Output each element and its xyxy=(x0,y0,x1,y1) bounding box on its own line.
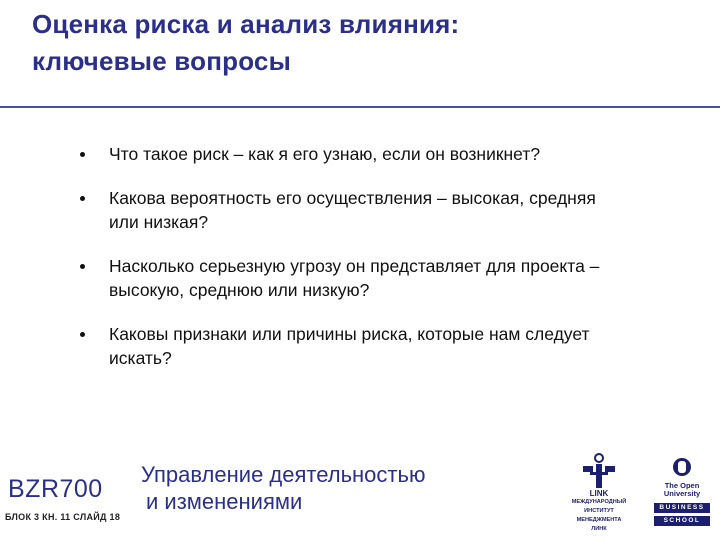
link-institute-text xyxy=(566,498,632,534)
bullet-dot-icon xyxy=(80,152,85,157)
link-line-3: МЕНЕДЖМЕНТА xyxy=(576,517,622,523)
bullet-dot-icon xyxy=(80,264,85,269)
course-code: BZR700 xyxy=(8,475,103,503)
bullet-item xyxy=(76,186,696,234)
bullet-text-line-1: Насколько серьезную угрозу он представляет для проекта – xyxy=(109,256,600,276)
link-line-1: МЕЖДУНАРОДНЫЙ xyxy=(571,499,627,505)
bullet-text-line-2: высокую, среднюю или низкую? xyxy=(109,280,370,300)
course-title-line-2: и изменениями xyxy=(146,489,303,514)
bullet-text-line-1: Какова вероятность его осуществления – высокая, средняя xyxy=(109,188,596,208)
bullet-text-line-2: или низкая? xyxy=(109,212,209,232)
bullet-text-line-2: искать? xyxy=(109,348,172,368)
link-line-4: ЛИНК xyxy=(591,526,607,532)
school-label: SCHOOL xyxy=(654,516,710,526)
business-label: BUSINESS xyxy=(654,503,710,513)
bullet-item xyxy=(76,142,696,166)
title-line-1: Оценка риска и анализ влияния: xyxy=(32,9,460,39)
title-line-2: ключевые вопросы xyxy=(32,46,291,76)
bullet-item xyxy=(76,254,696,302)
bullet-text-line-1: Что такое риск – как я его узнаю, если он возникнет? xyxy=(109,144,541,164)
bullet-list xyxy=(76,142,696,390)
slide-title xyxy=(32,6,692,80)
bullet-dot-icon xyxy=(80,196,85,201)
title-divider xyxy=(0,106,720,108)
ou-line-2: University xyxy=(663,489,701,498)
bullet-dot-icon xyxy=(80,332,85,337)
link-name: LINK xyxy=(589,489,609,498)
slide-reference: БЛОК 3 КН. 11 СЛАЙД 18 xyxy=(5,512,121,522)
link-line-2: ИНСТИТУТ xyxy=(584,508,614,514)
course-title-line-1: Управление деятельностью xyxy=(141,462,426,487)
bullet-text-line-1: Каковы признаки или причины риска, которые нам следует xyxy=(109,324,590,344)
bullet-item xyxy=(76,322,696,370)
ou-line-1: The Open xyxy=(664,481,700,490)
open-university-name xyxy=(652,482,712,498)
